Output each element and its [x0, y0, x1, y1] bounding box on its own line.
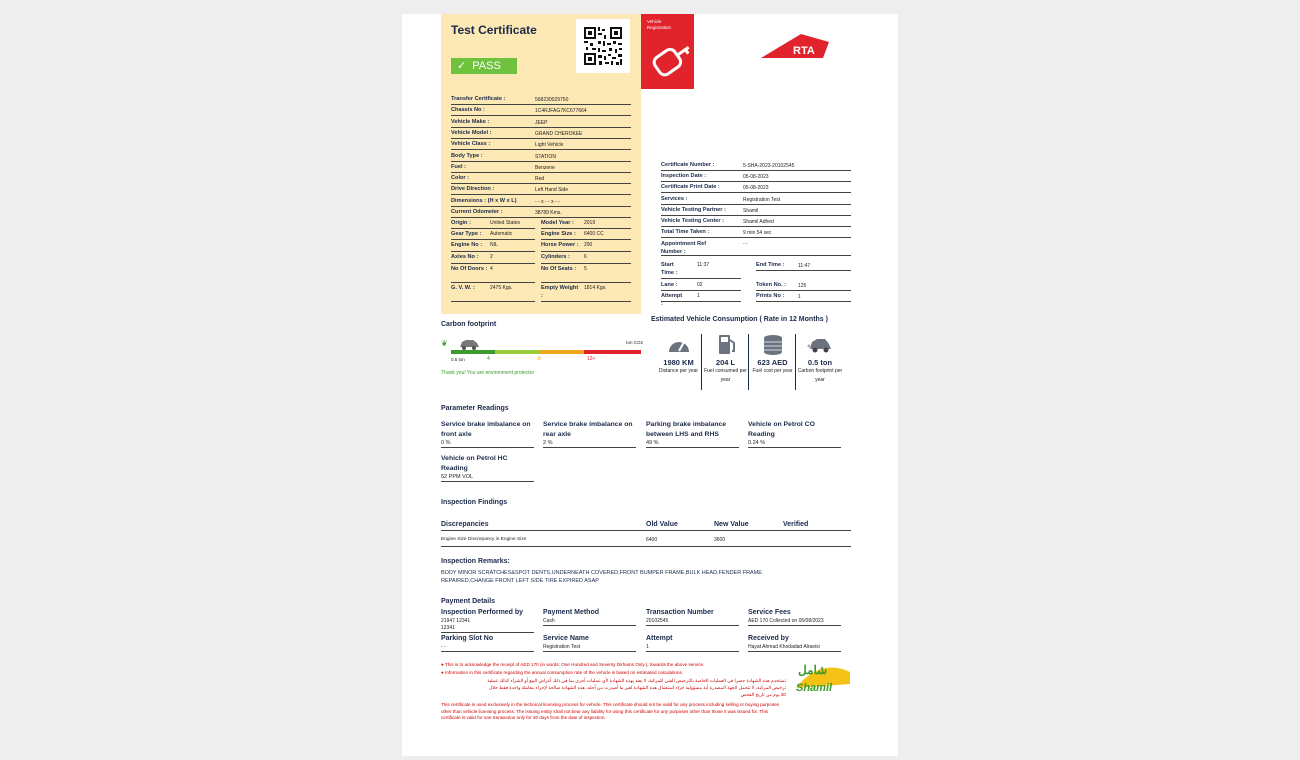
- cert-label: Start Time :: [661, 262, 678, 276]
- detail-value: Benzene: [535, 164, 555, 171]
- vehicle-detail-row: [451, 218, 535, 229]
- cert-info-row: [661, 227, 851, 238]
- detail-label: Axles No :: [451, 254, 479, 260]
- vehicle-detail-row: [541, 240, 631, 252]
- detail-value: Red: [535, 176, 545, 183]
- carbon-scale-bar: [451, 350, 641, 354]
- parameter-label: Vehicle on Petrol CO Reading: [748, 421, 815, 438]
- detail-label: Engine Size :: [541, 231, 576, 237]
- payment-label: Attempt: [646, 635, 673, 642]
- vehicle-detail-row: [451, 128, 631, 139]
- parameter-label: Service brake imbalance on front axle: [441, 421, 531, 438]
- vehicle-detail-row: [541, 218, 631, 229]
- consumption-item: [656, 334, 702, 390]
- vehicle-detail-row: [451, 252, 535, 264]
- detail-value: JEEP: [535, 119, 548, 126]
- payment-value: Cash: [543, 618, 555, 624]
- detail-label: Cylinders :: [541, 254, 570, 260]
- payment-label: Received by: [748, 635, 789, 642]
- leaf-icon: ❦: [441, 339, 448, 348]
- cert-value: 5-SHA-2023-20102545: [743, 163, 795, 169]
- payment-label: Payment Method: [543, 609, 600, 616]
- cert-value: 11:47: [798, 263, 811, 269]
- detail-label: Origin :: [451, 220, 471, 226]
- detail-value: United States: [490, 220, 521, 226]
- cert-value: 05-08-2023: [743, 185, 769, 192]
- cert-value: 125: [798, 283, 807, 289]
- consumption-value: 1980 KM: [663, 358, 694, 367]
- cert-value: 1: [798, 294, 801, 300]
- detail-label: Vehicle Class :: [451, 141, 491, 148]
- svg-text:RTA: RTA: [793, 45, 815, 57]
- vehicle-registration-badge: Vehicle Registration: [641, 14, 694, 89]
- detail-value: 38789 Kms.: [535, 210, 562, 216]
- carbon-meter: ❦ ton CO2 0.5 ton 4 8 12+: [441, 339, 643, 362]
- cert-label: Appointment Ref Number :: [661, 241, 707, 256]
- vehicle-detail-row: [451, 105, 631, 116]
- detail-value: NIL: [490, 242, 498, 248]
- detail-label: Drive Direction :: [451, 186, 495, 193]
- detail-label: Transfer Certificate :: [451, 96, 506, 102]
- vehicle-detail-row: [451, 184, 631, 195]
- cert-info-row: [661, 280, 741, 291]
- consumption-value: 623 AED: [757, 358, 788, 367]
- detail-value: 6: [584, 254, 587, 260]
- vehicle-detail-row: [451, 173, 631, 184]
- payment-label: Service Name: [543, 635, 589, 642]
- vehicle-detail-row: [451, 264, 535, 283]
- payment-details-title: Payment Details: [441, 598, 496, 605]
- car-emission-icon: [797, 334, 843, 354]
- cert-value: 9 min 54 sec: [743, 230, 772, 237]
- parameter-reading: [543, 420, 636, 448]
- cert-label: Lane :: [661, 282, 678, 288]
- parameter-value: 0 %: [441, 440, 451, 446]
- parameter-reading: [441, 420, 534, 448]
- cert-label: End Time :: [756, 262, 785, 268]
- vehicle-detail-row: [451, 139, 631, 150]
- inspection-remarks: BODY MINOR SCRATCHES&SPOT DENTS,UNDERNEATH COVERED,FRONT BUMPER FRAME,BULK HEAD,FENDER FRAME REPAIRED,CHANGE FRONT LEFT SIDE TIRE EXPIRED ASAP: [441, 570, 762, 584]
- inspection-remarks-title: Inspection Remarks:: [441, 558, 510, 565]
- detail-label: Color :: [451, 175, 470, 182]
- detail-value: 6400 CC: [584, 231, 604, 237]
- payment-field: [441, 608, 534, 633]
- detail-value: STATION: [535, 153, 556, 160]
- cert-value: Shamil: [743, 207, 759, 214]
- detail-label: Model Year :: [541, 220, 574, 226]
- car-key-icon: [641, 14, 694, 89]
- vehicle-detail-row: [451, 162, 631, 173]
- detail-value: 1C4RJFAG7KC677664: [535, 108, 587, 115]
- payment-field: [748, 634, 841, 652]
- cert-label: Certificate Number :: [661, 162, 715, 168]
- parameter-reading: [646, 420, 739, 448]
- cert-label: Services :: [661, 195, 688, 202]
- cert-label: Total Time Taken :: [661, 229, 710, 236]
- consumption-caption: Carbon footprint per year: [797, 368, 843, 383]
- detail-label: No Of Seats :: [541, 266, 577, 272]
- detail-label: Fuel :: [451, 163, 466, 170]
- detail-value: 568230029750: [535, 97, 569, 103]
- cert-info-row: [661, 171, 851, 182]
- detail-label: Gear Type :: [451, 231, 482, 237]
- detail-value: 2: [490, 254, 493, 260]
- cert-label: Vehicle Testing Partner :: [661, 206, 726, 213]
- detail-value: 2475 Kgs.: [490, 285, 513, 291]
- cert-info-row: [661, 205, 851, 216]
- payment-value: 20102545: [646, 618, 669, 624]
- payment-value: 1: [646, 644, 649, 650]
- payment-label: Transaction Number: [646, 609, 714, 616]
- consumption-caption: Fuel cost per year: [752, 368, 793, 374]
- payment-field: [441, 634, 534, 652]
- coins-icon: [750, 334, 795, 354]
- certificate-page: Test Certificate ✓ PASS Transfer Certificate : 568230029750 Chassis No : 1C4RJFAG7KC677664 Vehicle Make : JEEP Vehicle Model : GRAND CHEROKEE Vehicle Class : Light Vehicle Body Type : STATION Fuel : Benzene Color : Red Drive Direction : Left Hand Side Dimensions : (H x W x L) - - x - - x - - Current Odometer : 38789 Kms. Origin : United States Model Year : 2019 Gear Type : Automatic Engine Size : 6400 CC Engine No : NIL Horse Power : 290 Axles No : 2 Cylinders : 6 No Of Doors : 4 No Of Seats : 5 G. V. W. : 2475 Kgs. Empty Weight : 1814 Kgs. Vehicle Registration RTA Certificate Number : 5-SHA-2023-20102545 Inspection Date : 05-08-2023 Certificate Print Date : 05-08-2023 Services : Registration Test Vehicle Testing Partner : Shamil Vehicle Testing Center : Shamil Adhed Total Time Taken : 9 min 54 sec Appointment Ref Number : - - Start Time : 11:37 End Time : 11:47 Lane : 02 Token No. : 125 Attempt : 1 Prints No : 1 Carbon footprint ❦ ton CO2 0.5 ton 4 8 12+ Thank you! You are environment protector Estimated Vehicle Consumption ( Rate in 12 Months ) 1980 KM Distance per year 204 L Fuel consumed per year 623 AED Fuel cost per year 0.5 ton Carbon footprint per year Parameter Readings Service brake imbalance on front axle 0 % Service brake imbalance on rear axle 2 % Parking brake imbalance between LHS and RHS 49 % Vehicle on Petrol CO Reading 0.24 % Vehicle on Petrol HC Reading 52 PPM VOL Inspection Findings Discrepancies Old Value New Value Verified Engine Size Discrepancy in Engine Size 6400 3600 Inspection Remarks: BODY MINOR SCRATCHES&SPOT DENTS,UNDERNEATH COVERED,FRONT BUMPER FRAME,BULK HEAD,FENDER FRAME REPAIRED,CHANGE FRONT LEFT SIDE TIRE EXPIRED ASAP Payment Details Inspection Performed by 21947 12341 12341 Payment Method Cash Transaction Number 20102545 Service Fees AED 170 Collected on 05/08/2023 Parking Slot No - - Service Name Registration Test Attempt 1 Received by Hayat Ahmad Khodadad Alraeisi ● This is to acknowledge the receipt of AED 170 (in words: One Hundred and Seventy Dirhams Only.), towards the above service. ● Information in this certificate regarding the annual consumption rate of the vehicle is based on estimated calculations. تستخدم هذه الشهادة حصرا في العمليات الخاصة بالترخيص الفني للمركبة، لا يعتد بهذه الشهادة لأي عمليات أخرى بما في ذلك أغراض البيع أو الشراء كذلك عملية ترخيص المركبة، لا تتحمل الجهة المصدرة أية مسؤولية جراء استعمال هذه الشهادة لغير ما أصدرت من أجله، هذه الشهادة صالحة لإجراء معاملة واحدة فقط خلال 30 يوم من تاريخ الفحص This certificate is used exclusively in the technical licensing process for vehicle. This certificate should not be valid for any process including selling or buying purposes other than vehicle licensing process. The issuing entity shall not bear any liability for using this certificate for any purposes other than those it was issued for. This certificate is valid for one transaction only for 30 days from the date of inspection. شامل Shamil: [402, 14, 898, 756]
- cert-label: Attempt :: [661, 293, 683, 307]
- detail-label: Vehicle Make :: [451, 118, 490, 125]
- carbon-message: Thank you! You are environment protector: [441, 370, 535, 376]
- detail-value: 1814 Kgs.: [584, 285, 607, 291]
- cert-label: Certificate Print Date :: [661, 184, 720, 191]
- payment-field: [543, 608, 636, 626]
- consumption-item: [797, 334, 843, 385]
- cert-info-row: [661, 160, 851, 171]
- cert-info-row: [661, 238, 851, 256]
- parameter-value: 0.24 %: [748, 440, 766, 446]
- detail-value: - - x - - x - -: [535, 198, 560, 205]
- payment-field: [748, 608, 841, 626]
- parameter-value: 52 PPM VOL: [441, 474, 474, 480]
- payment-value: 21947 12341 12341: [441, 618, 471, 631]
- info-icon: ●: [441, 670, 444, 675]
- detail-label: Engine No :: [451, 242, 483, 248]
- cert-info-row: [661, 194, 851, 205]
- info-icon: ●: [441, 662, 444, 667]
- payment-field: [543, 634, 636, 652]
- cert-value: 1: [697, 293, 700, 299]
- payment-label: Service Fees: [748, 609, 791, 616]
- vehicle-detail-row: [451, 196, 631, 207]
- qr-code-icon: [576, 19, 630, 73]
- detail-value: GRAND CHEROKEE: [535, 130, 583, 137]
- detail-label: Body Type :: [451, 152, 483, 159]
- vehicle-detail-row: [451, 94, 631, 105]
- vehicle-detail-row: [541, 283, 631, 302]
- detail-value: 290: [584, 242, 593, 248]
- vehicle-detail-row: [451, 117, 631, 128]
- payment-value: Registration Test: [543, 644, 581, 650]
- cert-info-row: [661, 216, 851, 227]
- rta-logo: [757, 32, 833, 65]
- payment-label: Inspection Performed by: [441, 609, 524, 616]
- pass-badge: ✓ PASS: [451, 58, 517, 74]
- detail-label: Vehicle Model :: [451, 129, 492, 136]
- gauge-icon: [656, 334, 701, 354]
- cert-value: 05-08-2023: [743, 174, 769, 181]
- vehicle-detail-row: [541, 252, 631, 264]
- shamil-logo: شامل Shamil: [790, 662, 852, 702]
- carbon-current: 0.5 ton: [451, 357, 465, 362]
- cert-info-row: [661, 291, 741, 307]
- consumption-value: 0.5 ton: [807, 358, 833, 367]
- consumption-title: Estimated Vehicle Consumption ( Rate in 12 Months ): [651, 316, 828, 323]
- vehicle-detail-row: [541, 229, 631, 240]
- vehicle-detail-row: [451, 207, 631, 218]
- payment-field: [646, 608, 739, 626]
- payment-value: Hayat Ahmad Khodadad Alraeisi: [748, 644, 820, 650]
- car-icon: [458, 338, 480, 350]
- cert-value: - -: [743, 241, 748, 248]
- consumption-item: [703, 334, 749, 390]
- cert-value: 11:37: [697, 262, 710, 268]
- detail-value: 5: [584, 266, 587, 272]
- cert-value: Shamil Adhed: [743, 219, 774, 225]
- cert-info-row: [661, 260, 741, 279]
- vehicle-detail-row: [451, 229, 535, 240]
- inspection-findings-title: Inspection Findings: [441, 499, 508, 506]
- vehicle-detail-row: [451, 151, 631, 162]
- cert-label: Token No. :: [756, 282, 787, 288]
- cert-info-row: [756, 291, 851, 302]
- page-title: Test Certificate: [451, 23, 537, 37]
- cert-value: 02: [697, 282, 703, 288]
- parameter-label: Parking brake imbalance between LHS and RHS: [646, 421, 727, 438]
- cert-info-row: [756, 280, 851, 291]
- payment-value: AED 170 Collected on 05/08/2023: [748, 618, 824, 624]
- parameter-value: 49 %: [646, 440, 659, 446]
- payment-value: - -: [441, 644, 446, 650]
- table-row: Engine Size Discrepancy in Engine Size 6400 3600: [441, 534, 851, 547]
- detail-label: Horse Power :: [541, 242, 579, 248]
- consumption-caption: Distance per year: [658, 368, 699, 374]
- detail-value: Left Hand Side: [535, 187, 569, 194]
- detail-value: 4: [490, 266, 493, 272]
- detail-label: G. V. W. :: [451, 285, 475, 291]
- detail-label: Dimensions : (H x W x L): [451, 197, 517, 204]
- detail-label: Chassis No :: [451, 107, 485, 114]
- check-icon: ✓: [457, 60, 467, 72]
- findings-header: Discrepancies Old Value New Value Verified: [441, 521, 851, 531]
- cert-info-row: [756, 260, 851, 271]
- parameter-reading: [441, 454, 534, 482]
- detail-value: Automatic: [490, 231, 513, 237]
- cert-label: Prints No :: [756, 293, 785, 299]
- detail-label: Current Odometer :: [451, 209, 503, 215]
- vehicle-panel: [441, 14, 641, 314]
- carbon-footprint-title: Carbon footprint: [441, 321, 497, 328]
- payment-field: [646, 634, 739, 652]
- cert-value: Registration Test: [743, 196, 781, 203]
- parameter-readings-title: Parameter Readings: [441, 405, 509, 412]
- parameter-reading: [748, 420, 841, 448]
- consumption-value: 204 L: [715, 358, 736, 367]
- parameter-value: 2 %: [543, 440, 553, 446]
- cert-label: Inspection Date :: [661, 173, 707, 180]
- parameter-label: Vehicle on Petrol HC Reading: [441, 455, 508, 472]
- cert-label: Vehicle Testing Center :: [661, 218, 724, 224]
- vehicle-detail-row: [541, 264, 631, 283]
- consumption-caption: Fuel consumed per year: [704, 368, 747, 383]
- vehicle-detail-row: [451, 240, 535, 252]
- vehicle-detail-row: [451, 283, 535, 302]
- parameter-label: Service brake imbalance on rear axle: [543, 421, 633, 438]
- cert-info-row: [661, 182, 851, 193]
- payment-label: Parking Slot No: [441, 635, 494, 642]
- consumption-item: [750, 334, 796, 390]
- detail-value: Light Vehicle: [535, 142, 564, 149]
- detail-value: 2019: [584, 220, 596, 226]
- detail-label: No Of Doors :: [451, 266, 488, 272]
- detail-label: Empty Weight :: [541, 285, 579, 299]
- fuel-pump-icon: [703, 334, 748, 354]
